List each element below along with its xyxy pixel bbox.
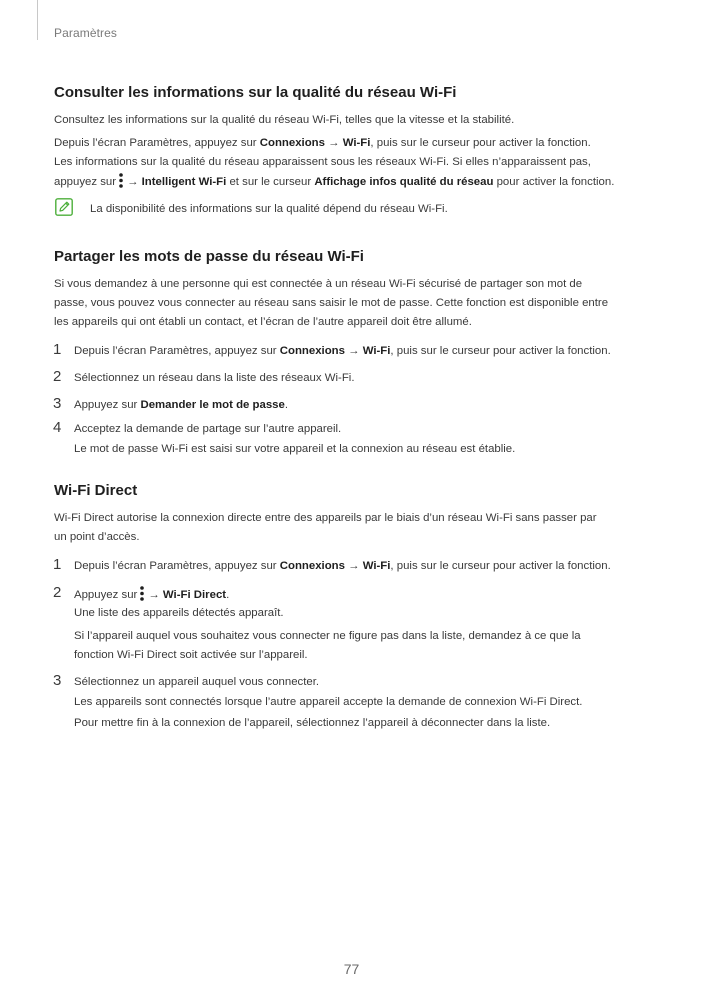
menu-path-wifi: Wi-Fi [362,345,391,357]
menu-path-connexions: Connexions [259,137,325,149]
menu-path-wifi: Wi-Fi [362,560,391,572]
note-text: La disponibilité des informations sur la qualité dépend du réseau Wi-Fi. [90,203,448,215]
step-text: Les appareils sont connectés lorsque l’autre appareil accepte la demande de connexion Wi-Fi Direct. [74,696,583,708]
step-text [74,586,229,604]
arrow-text: → [344,560,363,572]
section-title-wifi-quality: Consulter les informations sur la qualité du réseau Wi-Fi [54,84,457,101]
note-pencil-icon [55,198,73,216]
paragraph-line [54,173,614,191]
step-text [74,558,611,575]
text: et sur le curseur [226,176,315,188]
step-text: Sélectionnez un appareil auquel vous connecter. [74,676,320,688]
section-title-share-password: Partager les mots de passe du réseau Wi-Fi [54,248,364,265]
running-header: Paramètres [54,26,118,40]
text: . [284,399,288,411]
step-text: Une liste des appareils détectés apparaît. [74,607,284,619]
step-text: Le mot de passe Wi-Fi est saisi sur votre appareil et la connexion au réseau est établie. [74,443,516,455]
paragraph-line: Wi-Fi Direct autorise la connexion directe entre des appareils par le biais d’un réseau Wi-Fi sans passer par [54,512,597,524]
menu-path-intelligent-wifi: Intelligent Wi-Fi [141,176,227,188]
more-options-icon [139,586,145,601]
step-text: Acceptez la demande de partage sur l’autre appareil. [74,423,342,435]
text: Depuis l’écran Paramètres, appuyez sur [74,345,280,357]
header-rule [37,0,38,40]
text: Depuis l’écran Paramètres, appuyez sur [74,560,280,572]
text: Appuyez sur [74,589,138,601]
step-number: 4 [53,419,62,436]
step-number: 1 [53,556,62,573]
text: Appuyez sur [74,399,141,411]
arrow-text: → [148,589,163,601]
menu-path-connexions: Connexions [279,560,345,572]
step-text: fonction Wi-Fi Direct soit activée sur l’appareil. [74,649,308,661]
arrow-text: → [324,137,343,149]
menu-path-connexions: Connexions [279,345,345,357]
menu-path-quality-info: Affichage infos qualité du réseau [314,176,494,188]
paragraph-line: un point d’accès. [54,531,140,543]
page-number: 77 [343,961,360,977]
step-number: 2 [53,584,62,601]
paragraph-line: Si vous demandez à une personne qui est connectée à un réseau Wi-Fi sécurisé de partager son mot de [54,278,583,290]
step-text [74,343,611,360]
step-number: 3 [53,672,62,689]
text: , puis sur le curseur pour activer la fonction. [370,137,591,149]
text: pour activer la fonction. [493,176,615,188]
section-title-wifi-direct: Wi-Fi Direct [54,482,138,499]
option-request-password: Demander le mot de passe [140,399,285,411]
arrow-text: → [344,345,363,357]
step-number: 2 [53,368,62,385]
step-text: Sélectionnez un réseau dans la liste des réseaux Wi-Fi. [74,372,355,384]
step-text: Pour mettre fin à la connexion de l’appareil, sélectionnez l’appareil à déconnecter dans la liste. [74,717,551,729]
paragraph-intro: Consultez les informations sur la qualité du réseau Wi-Fi, telles que la vitesse et la stabilité. [54,114,515,126]
arrow-text: → [127,176,142,188]
more-options-icon [118,173,124,188]
paragraph-line: passe, vous pouvez vous connecter au réseau sans saisir le mot de passe. Cette fonction est disponible entre [54,297,609,309]
text: , puis sur le curseur pour activer la fonction. [390,345,611,357]
menu-path-wifi: Wi-Fi [342,137,371,149]
step-number: 1 [53,341,62,358]
paragraph-line: les appareils qui ont établi un contact, et l’écran de l’autre appareil doit être allumé. [54,316,472,328]
text: , puis sur le curseur pour activer la fonction. [390,560,611,572]
option-wifi-direct: Wi-Fi Direct [162,589,227,601]
step-text: Si l’appareil auquel vous souhaitez vous connecter ne figure pas dans la liste, demandez à ce que la [74,630,581,642]
text: . [226,589,230,601]
paragraph-line: Les informations sur la qualité du réseau apparaissent sous les réseaux Wi-Fi. Si elles n’apparaissent pas, [54,156,591,168]
step-number: 3 [53,395,62,412]
text: appuyez sur [54,176,117,188]
paragraph-line [54,135,591,152]
step-text [74,397,288,414]
text: Depuis l’écran Paramètres, appuyez sur [54,137,260,149]
